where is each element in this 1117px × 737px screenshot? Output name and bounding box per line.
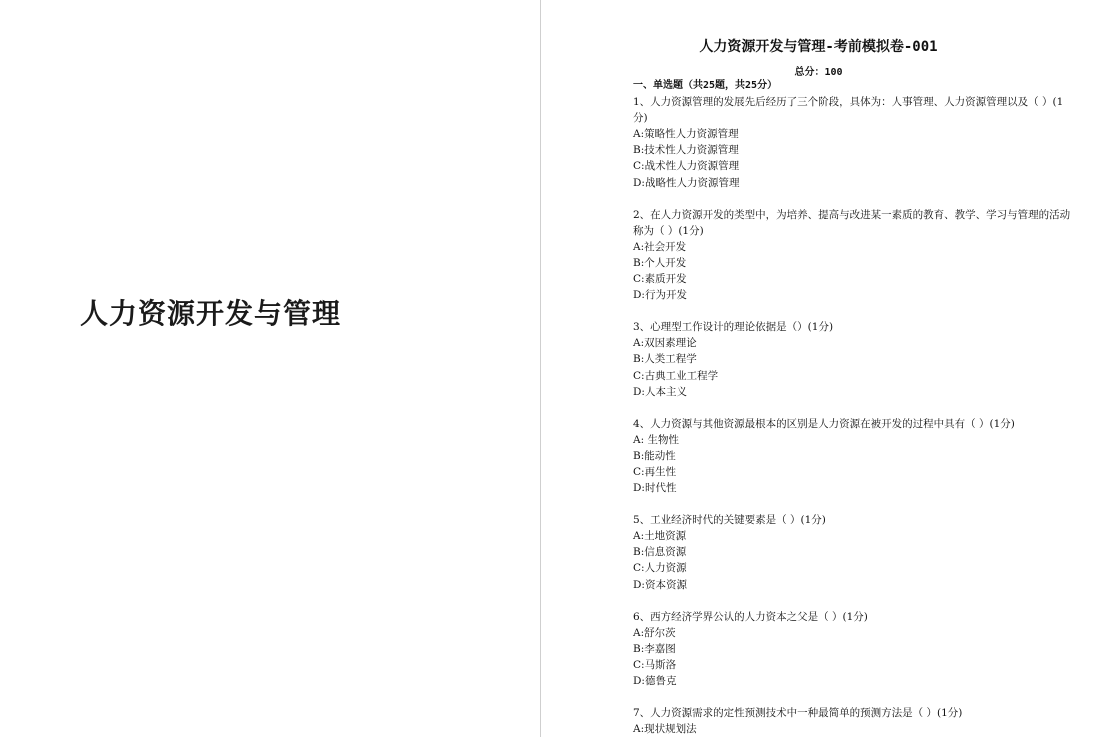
option-c: C:马斯洛 — [633, 658, 677, 671]
option-a: A:土地资源 — [633, 530, 687, 543]
option-c: C:古典工业工程学 — [633, 369, 719, 382]
option-d: D:行为开发 — [633, 289, 687, 302]
option-d: D:资本资源 — [633, 578, 687, 591]
option-b: B:能动性 — [633, 449, 676, 462]
option-b: B:信息资源 — [633, 546, 687, 559]
option-d: D:人本主义 — [633, 385, 687, 398]
exam-title: 人力资源开发与管理-考前模拟卷-001 — [699, 39, 938, 55]
option-a: A:社会开发 — [633, 240, 687, 253]
option-c: C:再生性 — [633, 465, 677, 478]
total-score: 总分：100 — [794, 67, 843, 78]
question-stem: 1、人力资源管理的发展先后经历了三个阶段，具体为：人事管理、人力资源管理以及（ ）(1分) — [633, 96, 1064, 125]
option-b: B:人类工程学 — [633, 353, 697, 366]
question-7 — [633, 705, 1073, 737]
option-b: B:个人开发 — [633, 256, 687, 269]
option-c: C:素质开发 — [633, 273, 687, 286]
option-b: B:技术性人力资源管理 — [633, 144, 739, 157]
question-stem: 2、在人力资源开发的类型中，为培养、提高与改进某一素质的教育、教学、学习与管理的活动称为（ ）(1分) — [633, 208, 1071, 237]
cover-title: 人力资源开发与管理 — [80, 297, 342, 330]
question-6 — [633, 609, 1073, 689]
exam-content — [633, 78, 1073, 737]
option-a: A: 生物性 — [633, 433, 679, 446]
question-1 — [633, 94, 1073, 191]
option-d: D:时代性 — [633, 482, 677, 495]
question-stem: 6、西方经济学界公认的人力资本之父是（ ）(1分) — [633, 610, 868, 623]
question-2 — [633, 207, 1073, 304]
option-a: A:现状规划法 — [633, 723, 697, 736]
question-stem: 5、工业经济时代的关键要素是（ ）(1分) — [633, 514, 826, 527]
option-c: C:人力资源 — [633, 562, 687, 575]
question-stem: 3、心理型工作设计的理论依据是（）(1分) — [633, 321, 834, 334]
section-heading: 一、单选题（共25题，共25分） — [633, 80, 778, 91]
option-d: D:德鲁克 — [633, 675, 677, 687]
question-stem: 7、人力资源需求的定性预测技术中一种最简单的预测方法是（ ）(1分) — [633, 707, 963, 720]
question-3 — [633, 319, 1073, 399]
option-a: A:双因素理论 — [633, 337, 697, 350]
question-stem: 4、人力资源与其他资源最根本的区别是人力资源在被开发的过程中具有（ ）(1分) — [633, 417, 1015, 430]
exam-page — [541, 0, 1117, 737]
option-c: C:战术性人力资源管理 — [633, 160, 740, 173]
option-d: D:战略性人力资源管理 — [633, 176, 740, 189]
question-5 — [633, 512, 1073, 592]
option-a: A:策略性人力资源管理 — [633, 128, 739, 141]
option-b: B:李嘉图 — [633, 642, 676, 655]
option-a: A:舒尔茨 — [633, 626, 676, 639]
question-4 — [633, 416, 1073, 496]
cover-page — [0, 0, 540, 737]
